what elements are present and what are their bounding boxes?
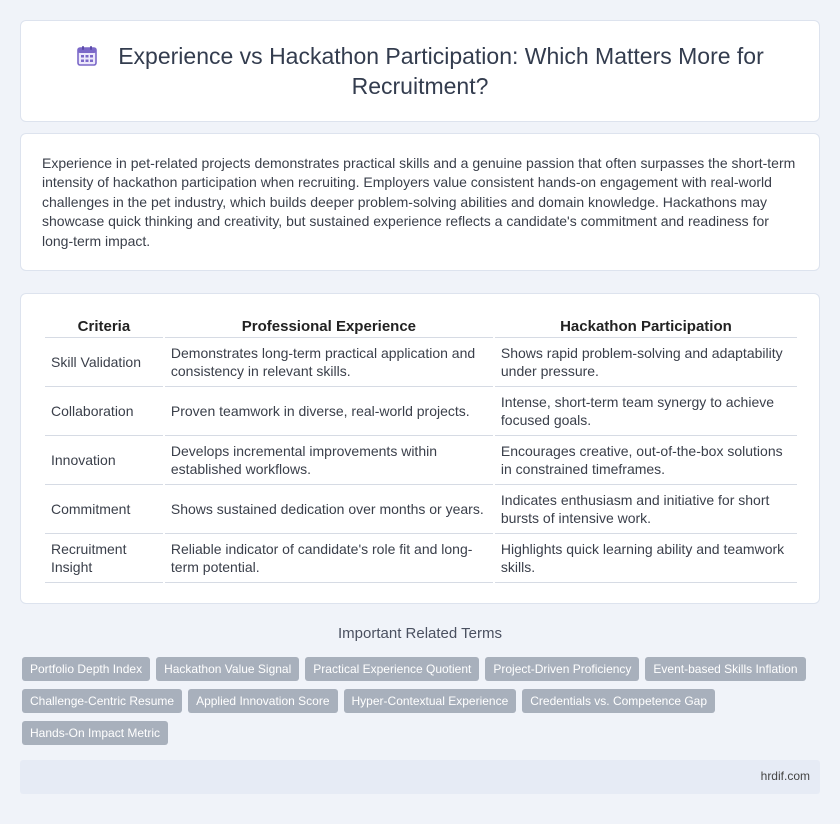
intro-paragraph: Experience in pet-related projects demonstrates practical skills and a genuine passion that often surpasses the short-term intensity of hackathon participation when recruiting. Employers value consistent hands-on engagement with real-world challenges in the pet industry, which builds deeper problem-solving abilities and domain knowledge. Hackathons may showcase quick thinking and creativity, but sustained experience reflects a candidate's commitment and readiness for long-term impact. bbox=[42, 155, 796, 249]
table-row bbox=[45, 338, 797, 387]
related-term-tag[interactable]: Hackathon Value Signal bbox=[156, 657, 299, 681]
hackathon-cell: Shows rapid problem-solving and adaptability under pressure. bbox=[495, 338, 797, 387]
hackathon-cell: Indicates enthusiasm and initiative for short bursts of intensive work. bbox=[495, 485, 797, 534]
related-term-tag[interactable]: Credentials vs. Competence Gap bbox=[522, 689, 715, 713]
table-row bbox=[45, 436, 797, 485]
related-term-tag[interactable]: Project-Driven Proficiency bbox=[485, 657, 639, 681]
related-term-tag[interactable]: Applied Innovation Score bbox=[188, 689, 337, 713]
related-term-tag[interactable]: Practical Experience Quotient bbox=[305, 657, 479, 681]
title-card bbox=[20, 20, 820, 122]
header-professional-experience: Professional Experience bbox=[165, 312, 493, 338]
intro-card bbox=[20, 133, 820, 271]
table-row bbox=[45, 387, 797, 436]
related-term-tag[interactable]: Challenge-Centric Resume bbox=[22, 689, 182, 713]
related-term-tag[interactable]: Event-based Skills Inflation bbox=[645, 657, 805, 681]
criteria-cell: Innovation bbox=[45, 436, 163, 485]
criteria-cell: Recruitment Insight bbox=[45, 534, 163, 583]
criteria-cell: Collaboration bbox=[45, 387, 163, 436]
related-term-tag[interactable]: Portfolio Depth Index bbox=[22, 657, 150, 681]
comparison-card bbox=[20, 293, 820, 604]
table-header-row bbox=[45, 312, 797, 338]
page-title bbox=[61, 41, 779, 101]
header-hackathon-participation: Hackathon Participation bbox=[495, 312, 797, 338]
hackathon-cell: Highlights quick learning ability and teamwork skills. bbox=[495, 534, 797, 583]
comparison-table bbox=[43, 312, 799, 583]
experience-cell: Demonstrates long-term practical application and consistency in relevant skills. bbox=[165, 338, 493, 387]
criteria-cell: Skill Validation bbox=[45, 338, 163, 387]
header-criteria: Criteria bbox=[45, 312, 163, 338]
hackathon-cell: Encourages creative, out-of-the-box solutions in constrained timeframes. bbox=[495, 436, 797, 485]
experience-cell: Develops incremental improvements within established workflows. bbox=[165, 436, 493, 485]
related-terms-title: Important Related Terms bbox=[338, 625, 502, 642]
experience-cell: Proven teamwork in diverse, real-world projects. bbox=[165, 387, 493, 436]
related-terms-list bbox=[22, 657, 822, 745]
hackathon-cell: Intense, short-term team synergy to achieve focused goals. bbox=[495, 387, 797, 436]
calendar-icon bbox=[76, 44, 98, 66]
related-term-tag[interactable]: Hyper-Contextual Experience bbox=[344, 689, 517, 713]
table-row bbox=[45, 485, 797, 534]
experience-cell: Shows sustained dedication over months or years. bbox=[165, 485, 493, 534]
footer-site-link[interactable]: hrdif.com bbox=[760, 769, 810, 783]
criteria-cell: Commitment bbox=[45, 485, 163, 534]
related-term-tag[interactable]: Hands-On Impact Metric bbox=[22, 721, 168, 745]
footer bbox=[20, 760, 820, 794]
page-title-text: Experience vs Hackathon Participation: Which Matters More for Recruitment? bbox=[118, 43, 764, 99]
table-row bbox=[45, 534, 797, 583]
experience-cell: Reliable indicator of candidate's role fit and long-term potential. bbox=[165, 534, 493, 583]
